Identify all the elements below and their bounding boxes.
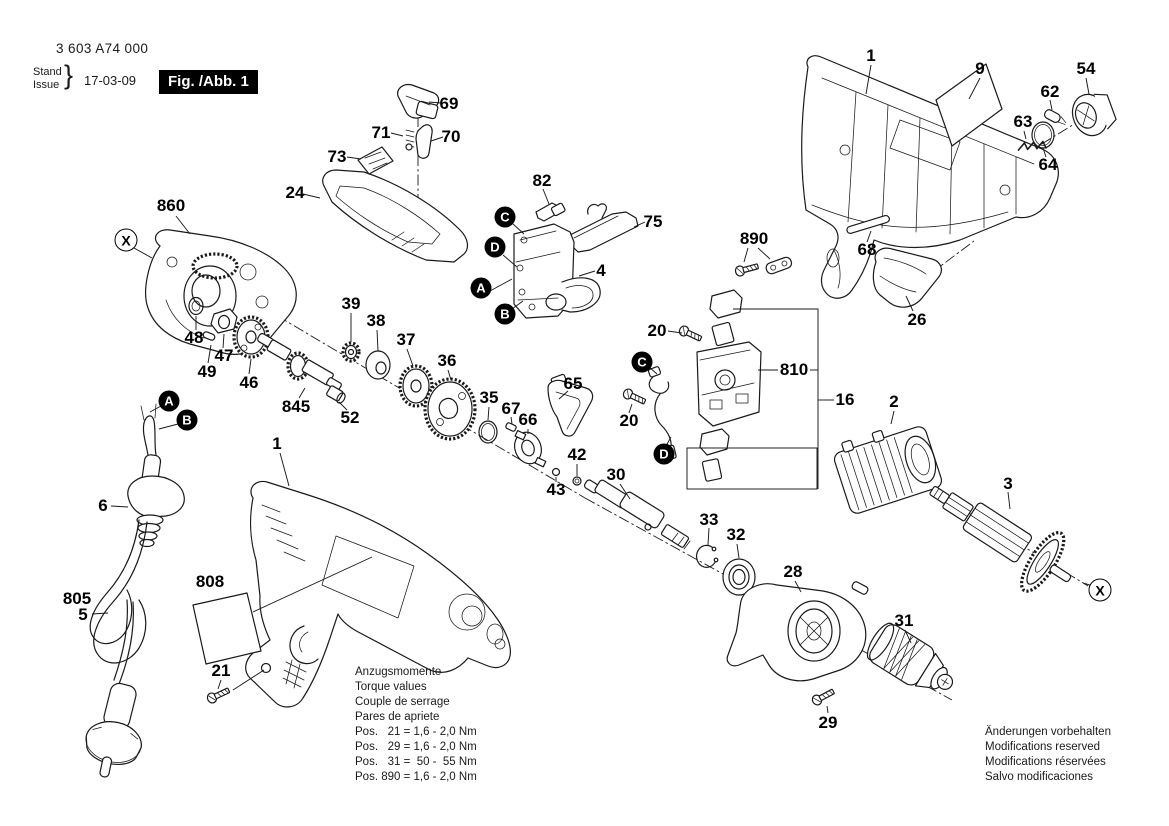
section-marker-C: C [632, 352, 653, 373]
part-callout-65: 65 [563, 374, 583, 393]
part-callout-4: 4 [596, 261, 606, 280]
issue-label: Issue [33, 78, 60, 91]
torque-note-line: Pos. 890 = 1,6 - 2,0 Nm [355, 771, 477, 783]
part-callout-20: 20 [647, 321, 667, 340]
part-callout-75: 75 [643, 212, 663, 231]
part-callout-860: 860 [156, 196, 186, 215]
revision-note-line: Änderungen vorbehalten [985, 726, 1111, 738]
revision-note-line: Salvo modificaciones [985, 771, 1094, 783]
part-callout-21: 21 [211, 661, 231, 680]
torque-note-line: Torque values [355, 681, 427, 693]
part-callout-63: 63 [1013, 112, 1033, 131]
part-callout-1: 1 [272, 434, 282, 453]
part-callout-52: 52 [340, 408, 360, 427]
section-marker-B: B [177, 410, 198, 431]
part-callout-66: 66 [518, 410, 538, 429]
part-callout-890: 890 [739, 229, 769, 248]
part-callout-82: 82 [532, 171, 552, 190]
section-marker-A: A [159, 391, 180, 412]
part-callout-35: 35 [479, 388, 499, 407]
part-callout-810: 810 [779, 360, 809, 379]
part-callout-26: 26 [907, 310, 927, 329]
part-callout-30: 30 [606, 465, 626, 484]
part-callout-2: 2 [889, 392, 899, 411]
part-callout-24: 24 [285, 183, 305, 202]
part-callout-46: 46 [239, 373, 259, 392]
part-callout-5: 5 [78, 605, 88, 624]
part-callout-31: 31 [894, 611, 914, 630]
part-callout-38: 38 [366, 311, 386, 330]
part-callout-54: 54 [1076, 59, 1096, 78]
revision-note-line: Modifications réservées [985, 756, 1106, 768]
part-callout-845: 845 [281, 397, 311, 416]
part-callout-49: 49 [197, 362, 217, 381]
axis-marker-X: X [115, 229, 138, 252]
stand-label: Stand [33, 66, 62, 78]
part-callout-32: 32 [726, 525, 746, 544]
revision-note-line: Modifications reserved [985, 741, 1101, 753]
part-callout-33: 33 [699, 510, 719, 529]
part-callout-42: 42 [567, 445, 587, 464]
part-callout-69: 69 [439, 94, 459, 113]
part-callout-805: 805 [62, 589, 92, 608]
part-callout-68: 68 [857, 240, 877, 259]
part-callout-3: 3 [1003, 474, 1013, 493]
section-marker-D: D [485, 237, 506, 258]
part-callout-71: 71 [371, 123, 391, 142]
part-callout-48: 48 [184, 328, 204, 347]
issue-date: 17-03-09 [84, 73, 137, 88]
part-callout-9: 9 [975, 59, 985, 78]
part-callout-43: 43 [546, 480, 566, 499]
part-callout-62: 62 [1040, 82, 1060, 101]
torque-note-line: Pos. 21 = 1,6 - 2,0 Nm [355, 726, 477, 738]
part-callout-73: 73 [327, 147, 347, 166]
part-callout-28: 28 [783, 562, 803, 581]
section-marker-C: C [495, 207, 516, 228]
part-callout-808: 808 [195, 572, 225, 591]
torque-note-line: Anzugsmomente [355, 666, 442, 678]
part-callout-6: 6 [98, 496, 108, 515]
section-marker-A: A [471, 278, 492, 299]
part-callout-39: 39 [341, 294, 361, 313]
part-callout-70: 70 [441, 127, 461, 146]
brace-glyph: } [64, 60, 74, 90]
axis-marker-X: X [1089, 579, 1112, 602]
part-callout-47: 47 [214, 346, 234, 365]
torque-note-line: Pos. 31 = 50 - 55 Nm [355, 756, 477, 768]
part-callout-29: 29 [818, 713, 838, 732]
figure-label: Fig. /Abb. 1 [159, 70, 258, 94]
part-callout-16: 16 [835, 390, 855, 409]
part-callout-37: 37 [396, 330, 416, 349]
section-marker-D: D [654, 444, 675, 465]
part-callout-36: 36 [437, 351, 457, 370]
torque-note-line: Pos. 29 = 1,6 - 2,0 Nm [355, 741, 477, 753]
part-callout-20: 20 [619, 411, 639, 430]
torque-note-line: Couple de serrage [355, 696, 450, 708]
part-callout-67: 67 [501, 399, 521, 418]
section-marker-B: B [495, 304, 516, 325]
part-callout-64: 64 [1038, 155, 1058, 174]
torque-note-line: Pares de apriete [355, 711, 440, 723]
part-callout-1: 1 [866, 46, 876, 65]
type-number: 3 603 A74 000 [56, 41, 149, 56]
